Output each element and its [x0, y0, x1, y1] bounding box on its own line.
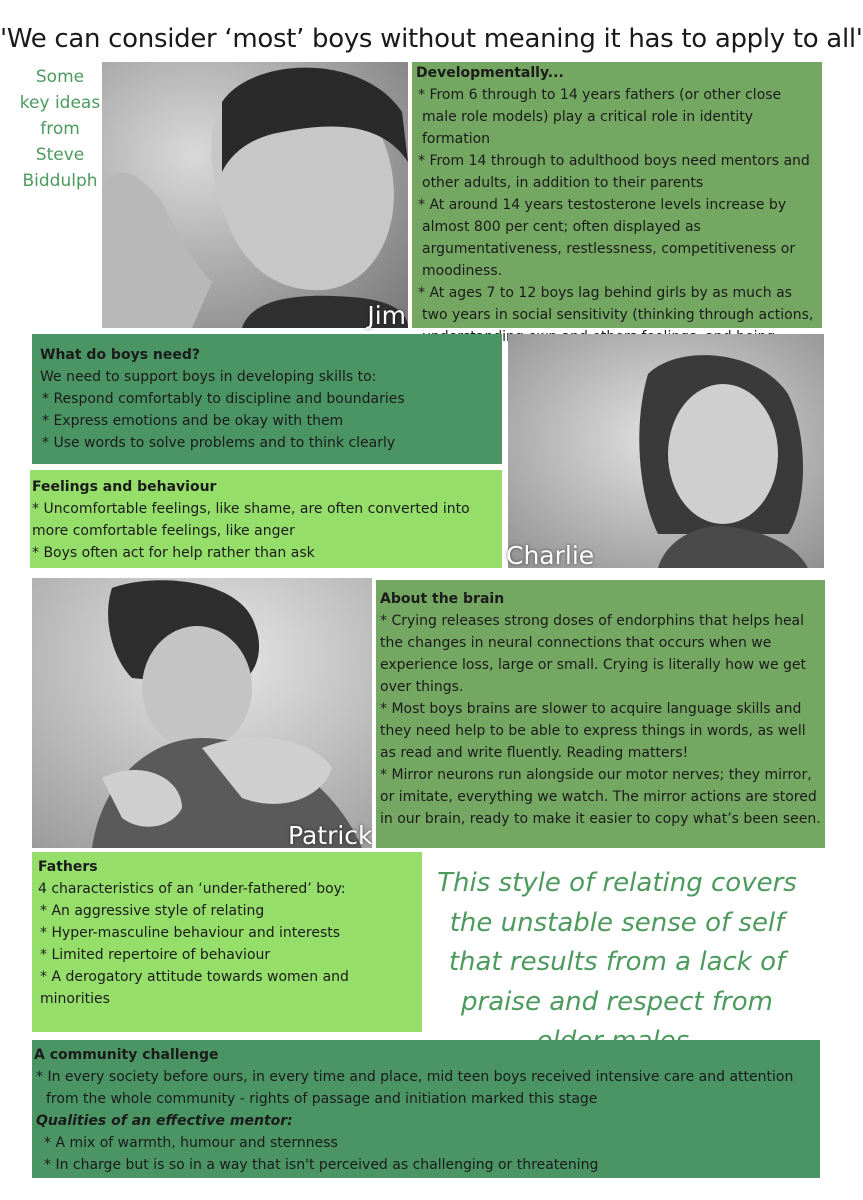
list-item: * Limited repertoire of behaviour — [40, 947, 271, 963]
list-item: * An aggressive style of relating — [40, 903, 265, 919]
list-item: * Most boys brains are slower to acquire language skills and they need help to be able to express things in words, as well as read and write fluently. Reading matters! — [380, 701, 806, 761]
photo-patrick — [32, 578, 372, 848]
photo-jim — [102, 62, 408, 328]
section-intro: 4 characteristics of an ‘under-fathered’ boy: — [38, 881, 346, 897]
section-heading: About the brain — [380, 591, 505, 607]
fathers-box — [32, 852, 422, 1032]
side-note-line: Biddulph — [22, 171, 98, 191]
list-item: * At ages 7 to 12 boys lag behind girls by as much as two years in social sensitivity (thinking through actions, — [418, 285, 814, 323]
side-note — [14, 64, 106, 194]
portrait-image — [102, 62, 408, 328]
pull-quote: This style of relating covers the unstable sense of self that results from a lack of praise and respect from — [437, 868, 797, 1017]
side-note-line: Some — [35, 67, 85, 87]
mentor-heading: Qualities of an effective mentor: — [36, 1113, 293, 1129]
list-item: * A derogatory attitude towards women and minorities — [40, 969, 349, 1007]
section-heading: What do boys need? — [40, 347, 201, 363]
side-note-line: key ideas — [19, 93, 101, 113]
list-item: * Boys often act for help rather than ask — [32, 545, 315, 561]
list-item: * Express emotions and be okay with them — [42, 413, 344, 429]
list-item: * At around 14 years testosterone levels increase by almost 800 per cent; often displayed as argumentativeness, restlessness, competitiveness or moodiness. — [418, 197, 796, 279]
list-item: * Hyper-masculine behaviour and interests — [40, 925, 341, 941]
list-item: * From 14 through to adulthood boys need mentors and other adults, in addition to their parents — [418, 153, 810, 191]
section-heading: Feelings and behaviour — [32, 479, 217, 495]
list-item: * Use words to solve problems and to think clearly — [42, 435, 396, 451]
portrait-image — [508, 334, 824, 568]
side-note-line: from — [40, 119, 80, 139]
list-item: * In every society before ours, in every time and place, mid teen boys received intensive care and attention from the whole community - rights of passage and initiation marked this stage — [36, 1069, 794, 1107]
developmentally-list — [416, 84, 818, 370]
photo-caption: Patrick — [288, 821, 373, 850]
boys-need-box — [32, 334, 502, 464]
photo-caption: Jim — [367, 301, 406, 330]
section-heading: Fathers — [38, 859, 98, 875]
list-item: * Crying releases strong doses of endorphins that helps heal the changes in neural connections that occurs when we experience loss, large or small. Crying is literally how we get over things. — [380, 613, 807, 695]
brain-box — [376, 580, 825, 848]
list-item: * In charge but is so in a way that isn't perceived as challenging or threatening — [44, 1157, 599, 1173]
page-title: 'We can consider ‘most’ boys without meaning it has to apply to all' — [0, 24, 863, 54]
side-note-line: Steve — [35, 145, 85, 165]
list-item: * From 6 through to 14 years fathers (or other close male role models) play a critical role in identity formation — [418, 87, 782, 147]
list-item: * Uncomfortable feelings, like shame, are often converted into more comfortable feelings, like anger — [32, 501, 470, 539]
section-intro: We need to support boys in developing skills to: — [40, 369, 377, 385]
photo-caption: Charlie — [506, 541, 595, 570]
community-box — [32, 1040, 820, 1178]
list-item: * A mix of warmth, humour and sternness — [44, 1135, 338, 1151]
section-heading: A community challenge — [34, 1047, 219, 1063]
feelings-box — [30, 470, 502, 568]
portrait-image — [32, 578, 372, 848]
developmentally-box — [412, 62, 822, 328]
list-item: * Respond comfortably to discipline and boundaries — [42, 391, 405, 407]
section-heading: Developmentally... — [416, 65, 564, 81]
list-item: * Mirror neurons run alongside our motor nerves; they mirror, or imitate, everything we watch. The mirror actions are stored in our brain, ready to make it easier to copy what’s been seen. — [380, 767, 821, 827]
photo-charlie — [508, 334, 824, 568]
